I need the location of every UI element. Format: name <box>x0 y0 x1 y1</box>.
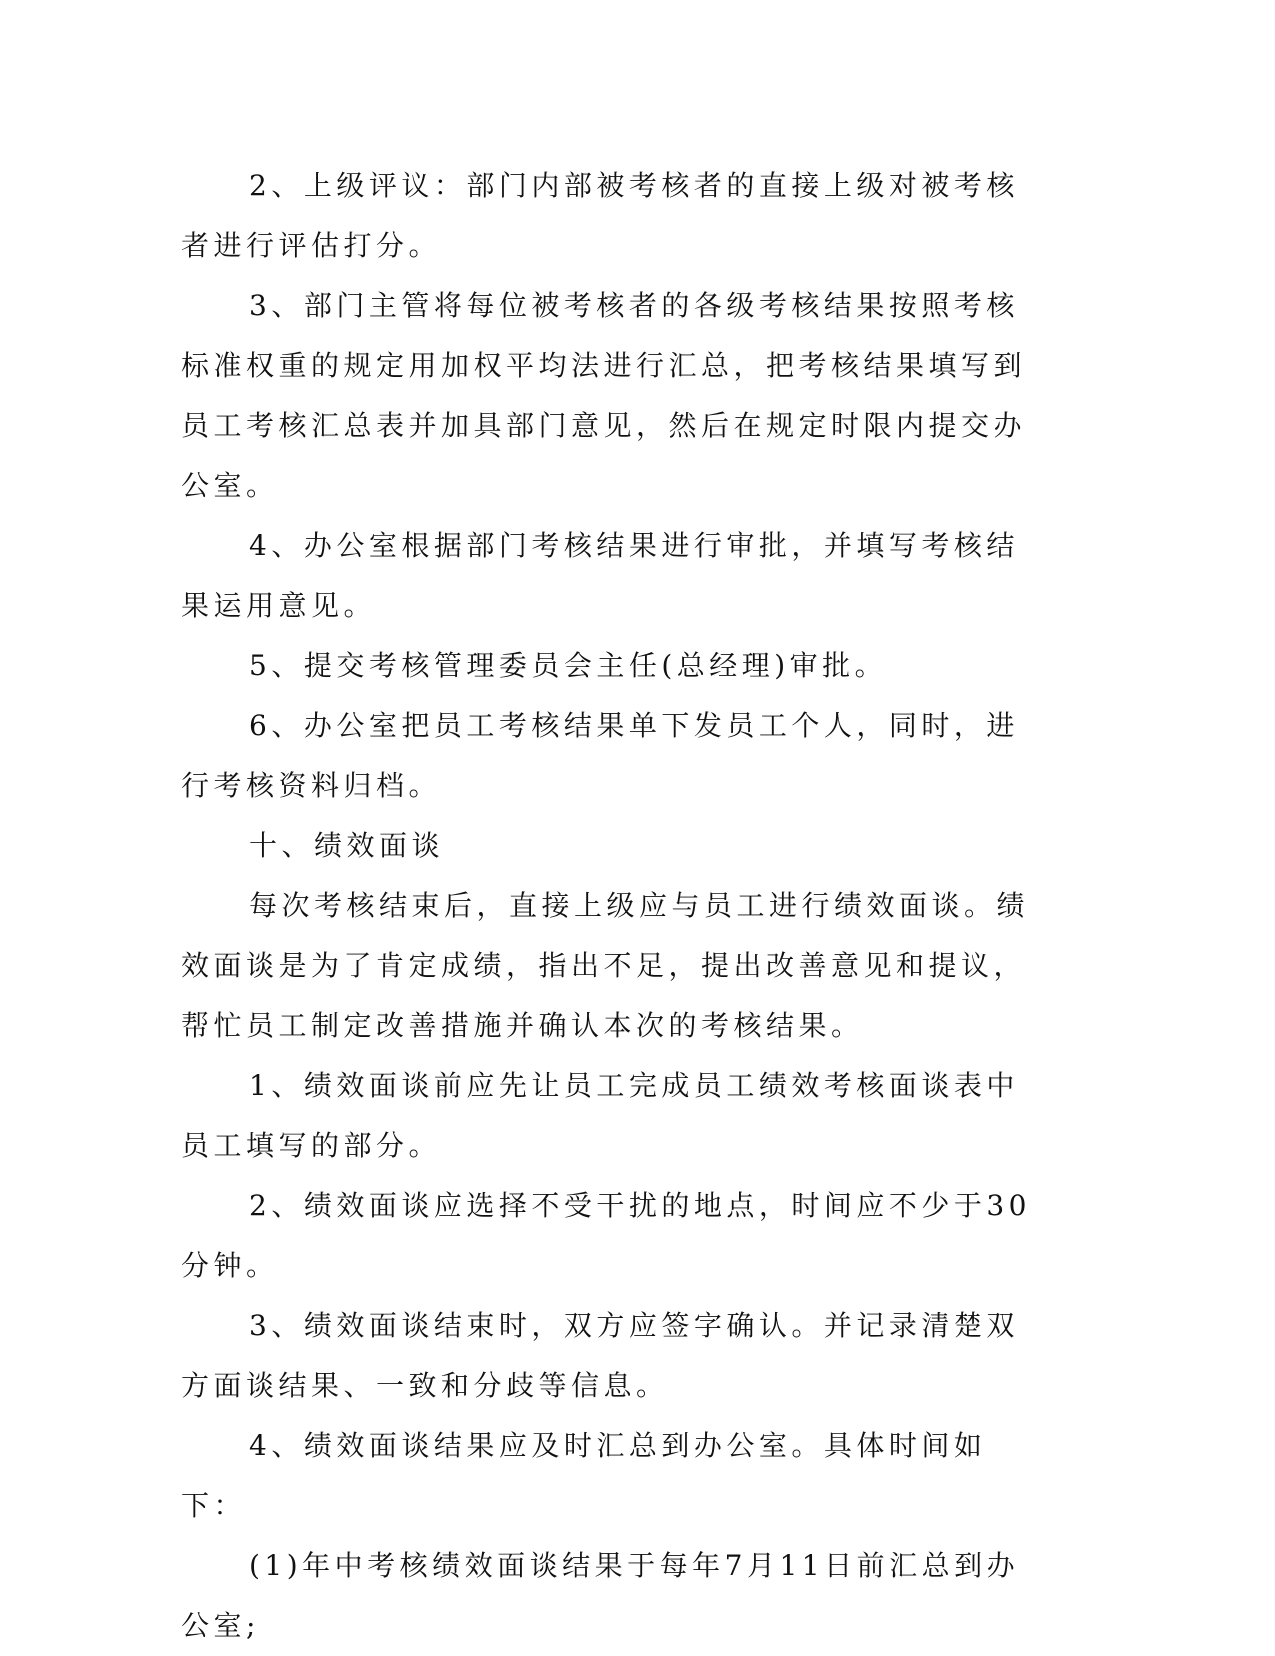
document-body <box>181 156 1041 1656</box>
paragraph-interview-location: 2、绩效面谈应选择不受干扰的地点，时间应不少于30分钟。 <box>181 1189 1031 1282</box>
paragraph-committee-approval: 5、提交考核管理委员会主任(总经理)审批。 <box>249 649 888 682</box>
paragraph-interview-purpose: 每次考核结束后，直接上级应与员工进行绩效面谈。绩效面谈是为了肯定成绩，指出不足，提出改善意见和提议，帮忙员工制定改善措施并确认本次的考核结果。 <box>181 889 1030 1042</box>
paragraph-interview-results: 4、绩效面谈结果应及时汇总到办公室。具体时间如下： <box>181 1429 987 1522</box>
paragraph-office-approval: 4、办公室根据部门考核结果进行审批，并填写考核结果运用意见。 <box>181 529 1019 622</box>
paragraph-department-summary: 3、部门主管将每位被考核者的各级考核结果按照考核标准权重的规定用加权平均法进行汇总，把考核结果填写到员工考核汇总表并加具部门意见，然后在规定时限内提交办公室。 <box>181 289 1027 502</box>
paragraph-midyear-deadline: (1)年中考核绩效面谈结果于每年7月11日前汇总到办公室; <box>181 1549 1020 1642</box>
paragraph-results-archiving: 6、办公室把员工考核结果单下发员工个人，同时，进行考核资料归档。 <box>181 709 1019 802</box>
paragraph-interview-signing: 3、绩效面谈结束时，双方应签字确认。并记录清楚双方面谈结果、一致和分歧等信息。 <box>181 1309 1019 1402</box>
paragraph-superior-review: 2、上级评议：部门内部被考核者的直接上级对被考核者进行评估打分。 <box>181 169 1019 262</box>
section-heading-performance-interview: 十、绩效面谈 <box>249 829 445 862</box>
paragraph-interview-preparation: 1、绩效面谈前应先让员工完成员工绩效考核面谈表中员工填写的部分。 <box>181 1069 1019 1162</box>
